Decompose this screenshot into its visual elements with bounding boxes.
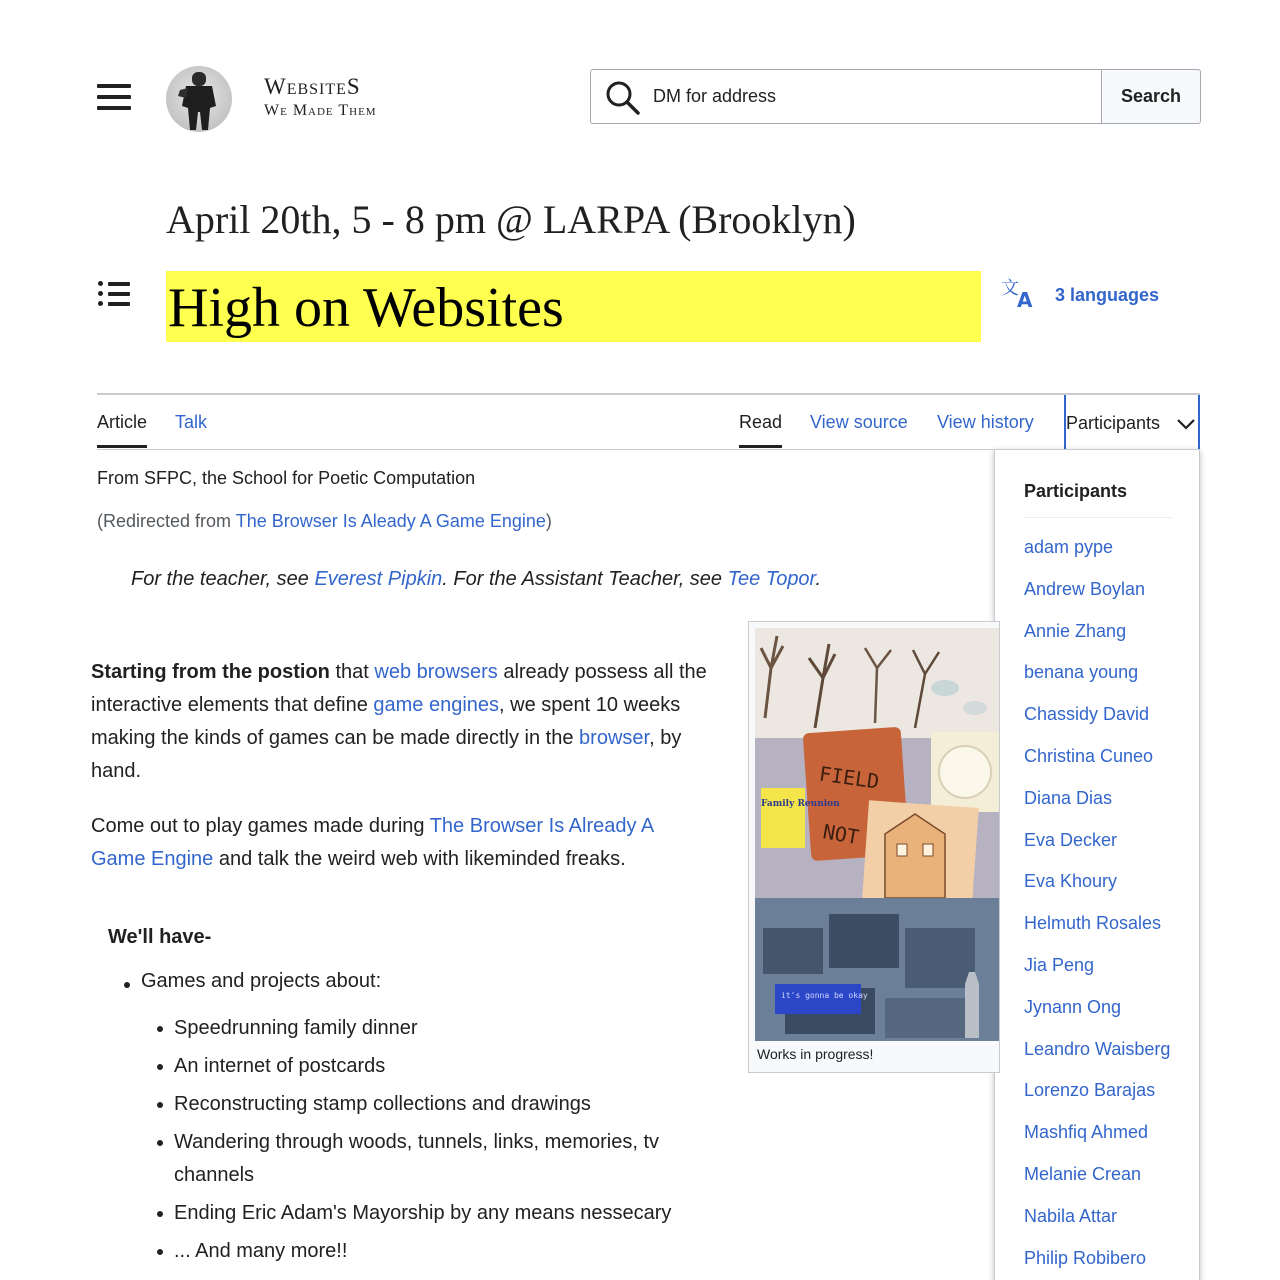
participant-link[interactable]: Philip Robibero — [1024, 1247, 1147, 1268]
participant-link[interactable]: Nabila Attar — [1024, 1205, 1118, 1226]
search-input[interactable] — [590, 69, 1102, 124]
course-link[interactable]: The Browser Is Already A Game Engine — [91, 815, 654, 870]
game-engines-link[interactable]: game engines — [373, 694, 500, 716]
redirect-note — [97, 511, 552, 532]
teacher-link[interactable]: Everest Pipkin — [314, 568, 443, 590]
participants-menu-label: Participants — [1066, 413, 1161, 433]
assistant-teacher-link[interactable]: Tee Topor — [727, 568, 816, 590]
participants-list — [1024, 537, 1170, 1280]
participant-link[interactable]: Jynann Ong — [1024, 996, 1122, 1017]
topics-list — [174, 1012, 714, 1273]
participants-dropdown — [994, 449, 1200, 1280]
search-button[interactable]: Search — [1101, 69, 1201, 124]
list-item: Games and projects about: — [141, 970, 382, 992]
intro-text: already possess all the interactive elements that define — [91, 661, 707, 716]
svg-text:A: A — [1017, 287, 1033, 310]
page-title: High on Websites — [168, 277, 564, 339]
participant-link[interactable]: Melanie Crean — [1024, 1163, 1142, 1184]
dropdown-heading: Participants — [1024, 481, 1128, 501]
intro-text: , we spent 10 weeks making the kinds of games can be made directly in the — [91, 694, 681, 749]
figure-caption: Works in progress! — [757, 1046, 874, 1062]
participant-link[interactable]: Eva Decker — [1024, 829, 1118, 850]
second-paragraph — [91, 810, 711, 876]
translate-icon — [1001, 276, 1037, 315]
participant-link[interactable]: adam pype — [1024, 537, 1114, 557]
search-value: DM for address — [653, 86, 777, 106]
participant-link[interactable]: Jia Peng — [1024, 954, 1095, 975]
redirect-suffix: ) — [545, 511, 552, 531]
para2-text: Come out to play games made during — [91, 815, 430, 837]
tab-view-history[interactable]: View history — [937, 412, 1034, 432]
chevron-down-icon — [1176, 417, 1196, 436]
site-name-line1: WebsiteS — [264, 74, 361, 99]
event-details-heading: April 20th, 5 - 8 pm @ LARPA (Brooklyn) — [166, 197, 856, 242]
tab-view-source[interactable]: View source — [810, 412, 908, 432]
intro-bold: Starting from the postion — [91, 661, 330, 683]
redirect-prefix: (Redirected from — [97, 511, 236, 531]
list-item: An internet of postcards — [174, 1050, 714, 1083]
list-item: Ending Eric Adam's Mayorship by any means nessecary — [174, 1197, 714, 1230]
collage-notes-text: NOT — [821, 819, 861, 850]
participant-link[interactable]: Mashfiq Ahmed — [1024, 1122, 1149, 1143]
participant-link[interactable]: Christina Cuneo — [1024, 745, 1154, 766]
redirect-link[interactable]: The Browser Is Aleady A Game Engine — [235, 511, 546, 531]
list-item: Wandering through woods, tunnels, links, memories, tv channels — [174, 1126, 714, 1192]
web-browsers-link[interactable]: web browsers — [374, 661, 498, 683]
collage-okay-text: it's gonna be okay — [781, 991, 868, 1000]
participant-link[interactable]: Lorenzo Barajas — [1024, 1080, 1156, 1101]
participant-link[interactable]: Chassidy David — [1024, 704, 1150, 725]
tabs-divider — [97, 393, 1200, 395]
participant-link[interactable]: Eva Khoury — [1024, 871, 1118, 892]
participant-link[interactable]: Diana Dias — [1024, 787, 1113, 808]
main-menu-icon[interactable] — [97, 84, 131, 114]
dropdown-divider — [1024, 517, 1172, 518]
collage-field-text: FIELD — [817, 761, 881, 794]
list-item: Reconstructing stamp collections and drawings — [174, 1088, 714, 1121]
tab-read[interactable]: Read — [739, 412, 783, 432]
svg-text:文: 文 — [1001, 277, 1019, 299]
site-wordmark[interactable] — [264, 74, 377, 120]
hatnote-text: . For the Assistant Teacher, see — [442, 568, 728, 590]
intro-text: that — [329, 661, 375, 683]
collage-figure — [748, 621, 1000, 1073]
hatnote-text: . — [815, 568, 822, 590]
collage-image[interactable] — [755, 628, 999, 1041]
site-logo[interactable] — [166, 66, 232, 132]
participants-menu-button[interactable] — [1064, 395, 1200, 450]
site-name-line2: We Made Them — [264, 102, 377, 119]
participant-link[interactable]: Helmuth Rosales — [1024, 913, 1162, 934]
participant-link[interactable]: Andrew Boylan — [1024, 578, 1146, 599]
participant-link[interactable]: benana young — [1024, 662, 1139, 683]
participant-link[interactable]: Leandro Waisberg — [1024, 1038, 1171, 1059]
languages-label: 3 languages — [1055, 284, 1160, 305]
table-of-contents-icon[interactable] — [98, 279, 132, 309]
hatnote-text: For the teacher, see — [131, 568, 315, 590]
language-button[interactable] — [1001, 278, 1159, 312]
intro-text: , by hand. — [91, 727, 682, 782]
tab-talk[interactable]: Talk — [175, 412, 208, 432]
intro-paragraph — [91, 656, 711, 788]
tabs-bottom-divider — [97, 449, 994, 450]
list-item: Speedrunning family dinner — [174, 1012, 714, 1045]
section-heading: We'll have- — [108, 926, 212, 948]
hatnote — [131, 568, 821, 591]
para2-text: and talk the weird web with likeminded freaks. — [213, 848, 626, 870]
site-subtitle: From SFPC, the School for Poetic Computation — [97, 468, 476, 488]
collage-family-text: Family Reunion — [761, 799, 840, 809]
search-icon — [605, 80, 641, 121]
tab-article[interactable]: Article — [97, 412, 148, 432]
browser-link[interactable]: browser — [579, 727, 650, 749]
list-item: ... And many more!! — [174, 1235, 714, 1268]
participant-link[interactable]: Annie Zhang — [1024, 620, 1127, 641]
